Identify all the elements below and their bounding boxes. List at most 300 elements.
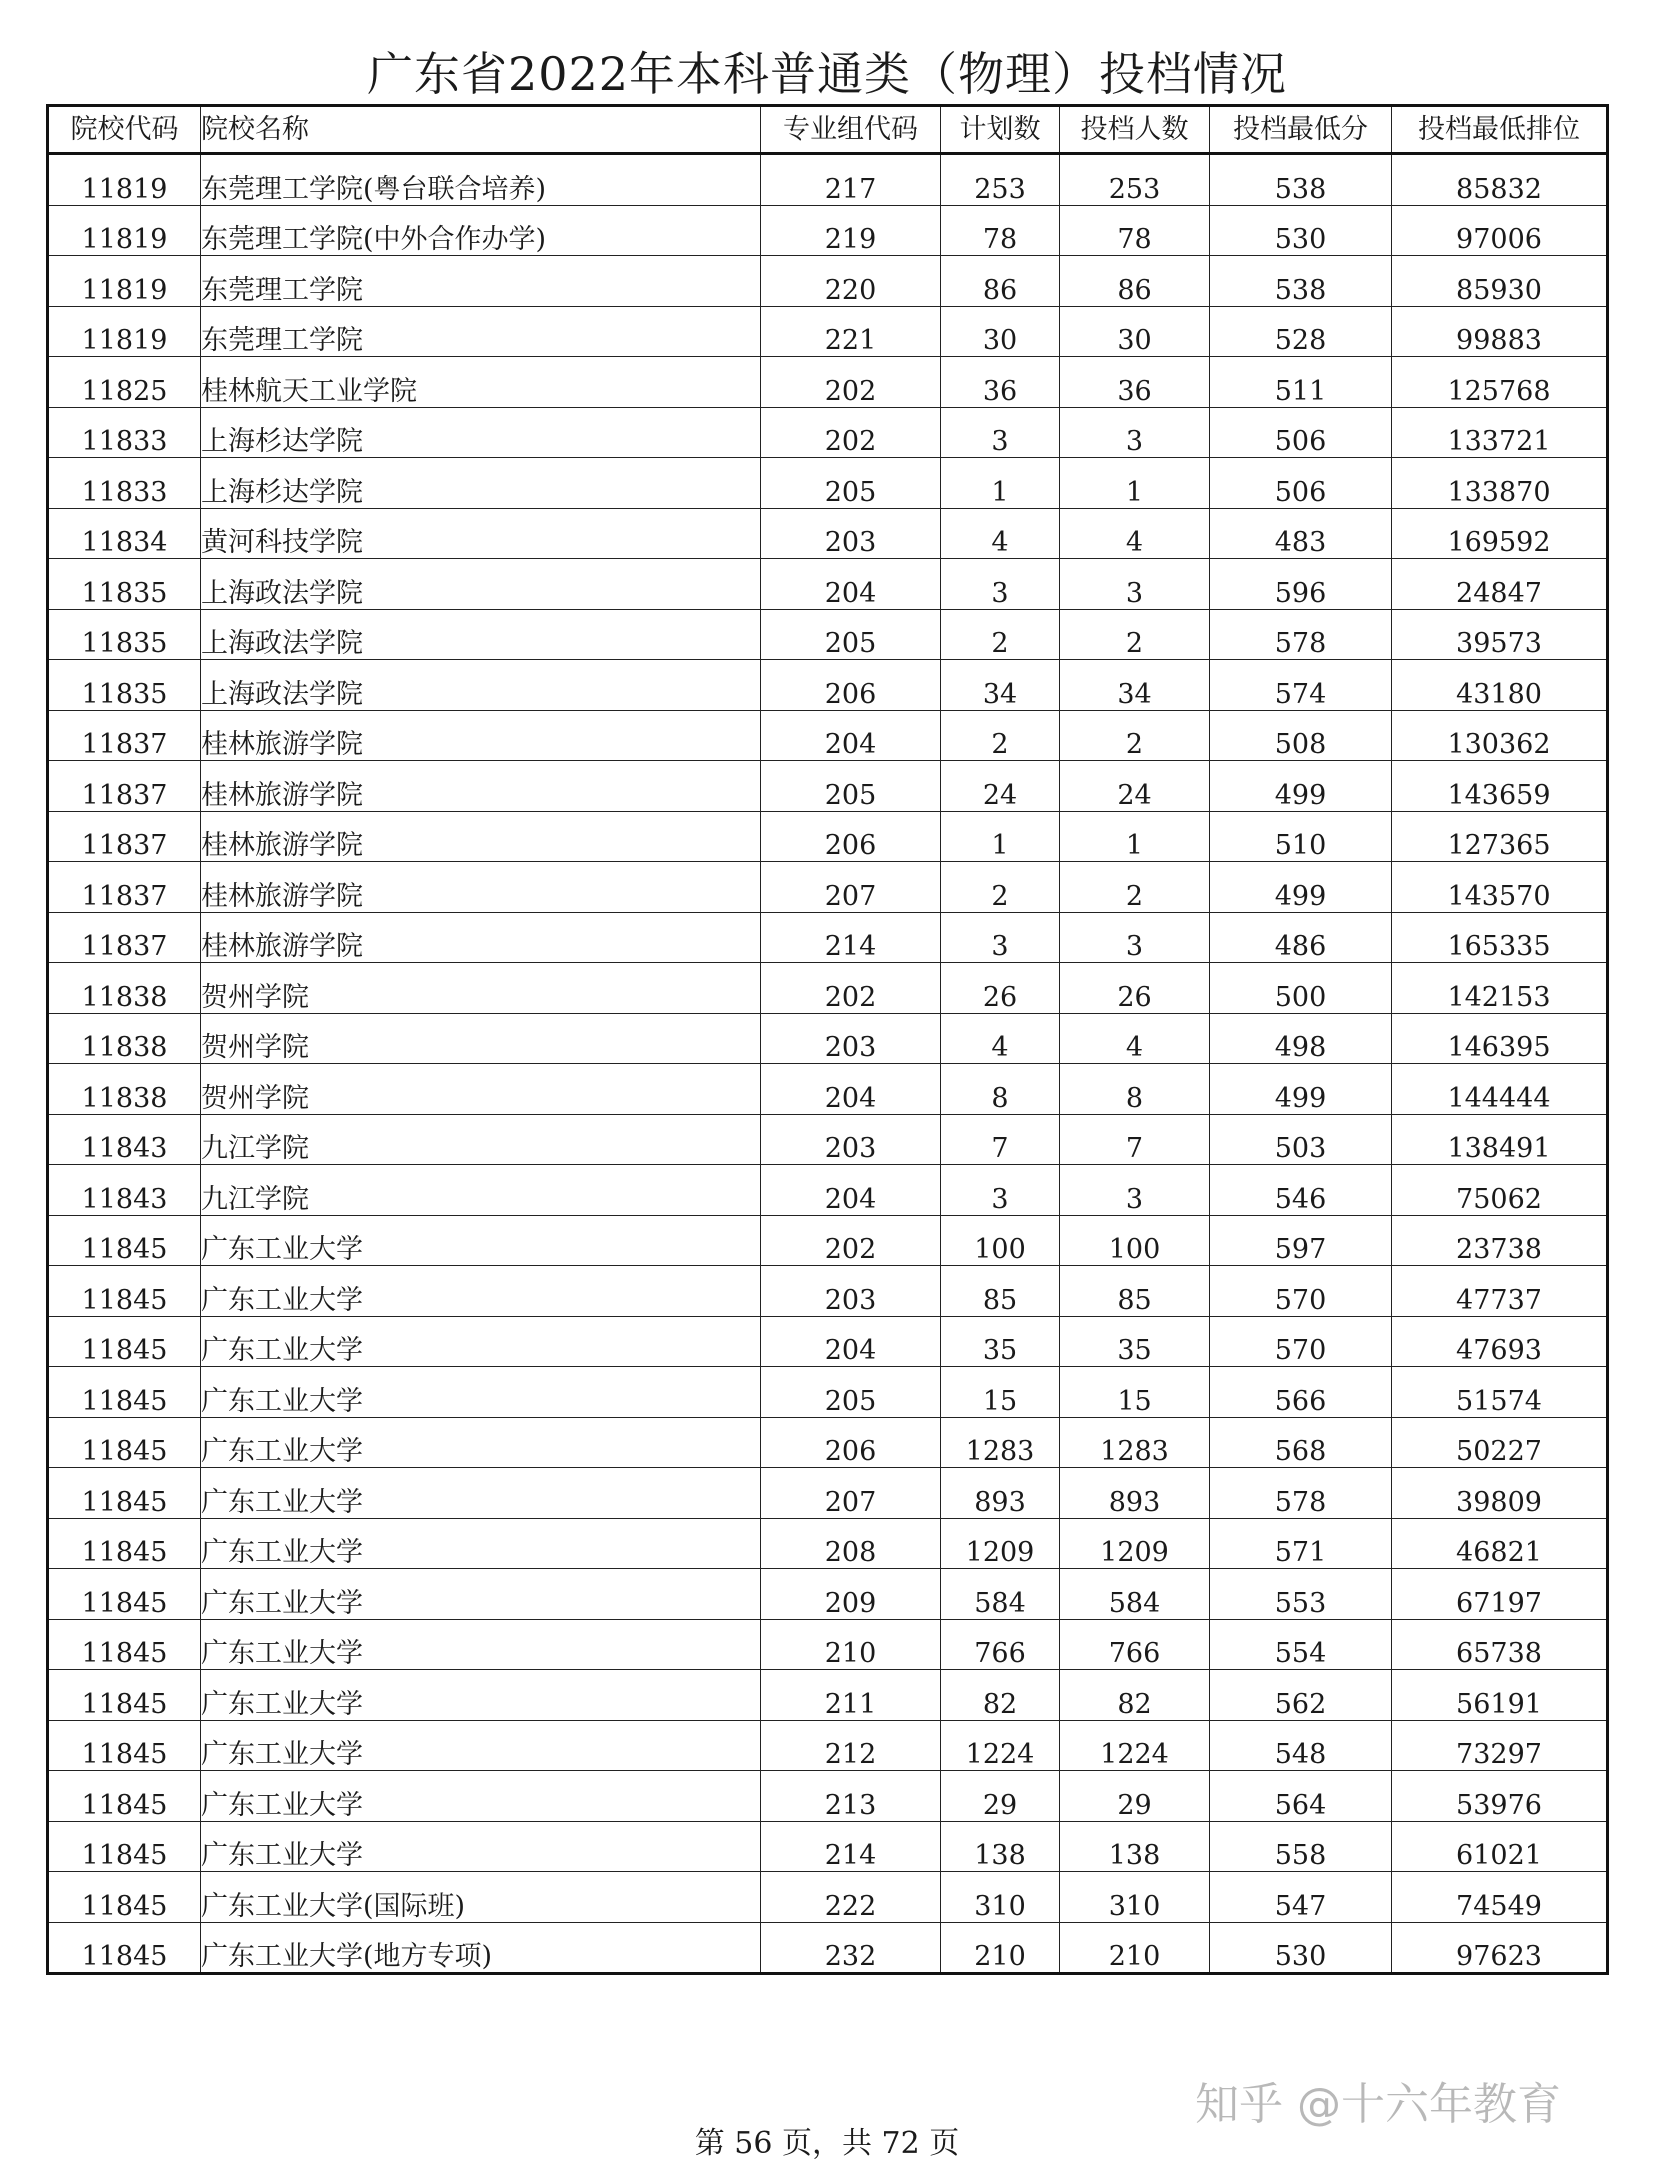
cell-min-score: 578 <box>1210 1468 1392 1519</box>
cell-school-code: 11825 <box>48 357 201 408</box>
cell-admitted-count: 29 <box>1060 1771 1210 1822</box>
cell-group-code: 232 <box>761 1922 941 1974</box>
cell-min-score: 506 <box>1210 407 1392 458</box>
cell-plan-count: 82 <box>941 1670 1060 1721</box>
cell-min-score: 596 <box>1210 559 1392 610</box>
cell-school-code: 11845 <box>48 1266 201 1317</box>
cell-min-score: 574 <box>1210 660 1392 711</box>
cell-group-code: 213 <box>761 1771 941 1822</box>
cell-min-score: 528 <box>1210 306 1392 357</box>
cell-plan-count: 35 <box>941 1316 1060 1367</box>
table-row <box>48 1013 1608 1064</box>
cell-admitted-count: 26 <box>1060 963 1210 1014</box>
watermark: 知乎 @十六年教育 <box>1195 2079 1561 2130</box>
cell-min-rank: 138491 <box>1392 1114 1608 1165</box>
cell-min-rank: 142153 <box>1392 963 1608 1014</box>
cell-min-rank: 85930 <box>1392 256 1608 307</box>
cell-plan-count: 3 <box>941 1165 1060 1216</box>
column-header-school-name: 院校名称 <box>201 106 761 154</box>
cell-school-name: 上海政法学院 <box>201 559 761 610</box>
table-row <box>48 1417 1608 1468</box>
cell-plan-count: 2 <box>941 609 1060 660</box>
cell-school-code: 11845 <box>48 1569 201 1620</box>
table-row <box>48 1720 1608 1771</box>
cell-school-code: 11845 <box>48 1720 201 1771</box>
cell-school-code: 11819 <box>48 154 201 206</box>
cell-plan-count: 210 <box>941 1922 1060 1974</box>
cell-min-rank: 47737 <box>1392 1266 1608 1317</box>
cell-admitted-count: 584 <box>1060 1569 1210 1620</box>
cell-school-code: 11845 <box>48 1367 201 1418</box>
cell-group-code: 203 <box>761 508 941 559</box>
table-row <box>48 306 1608 357</box>
cell-min-rank: 133721 <box>1392 407 1608 458</box>
cell-group-code: 209 <box>761 1569 941 1620</box>
cell-min-rank: 74549 <box>1392 1872 1608 1923</box>
column-header-min-rank: 投档最低排位 <box>1392 106 1608 154</box>
cell-school-code: 11833 <box>48 407 201 458</box>
cell-admitted-count: 1209 <box>1060 1518 1210 1569</box>
cell-school-name: 九江学院 <box>201 1165 761 1216</box>
cell-school-name: 广东工业大学 <box>201 1417 761 1468</box>
cell-min-score: 538 <box>1210 256 1392 307</box>
cell-min-score: 564 <box>1210 1771 1392 1822</box>
cell-admitted-count: 7 <box>1060 1114 1210 1165</box>
cell-plan-count: 766 <box>941 1619 1060 1670</box>
cell-admitted-count: 1224 <box>1060 1720 1210 1771</box>
cell-school-code: 11833 <box>48 458 201 509</box>
cell-school-name: 上海政法学院 <box>201 609 761 660</box>
cell-school-name: 桂林旅游学院 <box>201 811 761 862</box>
cell-admitted-count: 138 <box>1060 1821 1210 1872</box>
cell-group-code: 205 <box>761 1367 941 1418</box>
table-row <box>48 154 1608 206</box>
cell-min-rank: 97006 <box>1392 205 1608 256</box>
cell-group-code: 203 <box>761 1114 941 1165</box>
cell-min-rank: 39573 <box>1392 609 1608 660</box>
cell-min-rank: 73297 <box>1392 1720 1608 1771</box>
cell-group-code: 203 <box>761 1266 941 1317</box>
cell-min-score: 570 <box>1210 1266 1392 1317</box>
cell-group-code: 203 <box>761 1013 941 1064</box>
cell-school-code: 11845 <box>48 1215 201 1266</box>
cell-min-rank: 65738 <box>1392 1619 1608 1670</box>
cell-school-code: 11845 <box>48 1872 201 1923</box>
cell-plan-count: 85 <box>941 1266 1060 1317</box>
table-row <box>48 609 1608 660</box>
cell-school-code: 11835 <box>48 559 201 610</box>
cell-plan-count: 1 <box>941 811 1060 862</box>
cell-school-name: 广东工业大学 <box>201 1619 761 1670</box>
cell-plan-count: 310 <box>941 1872 1060 1923</box>
cell-group-code: 221 <box>761 306 941 357</box>
cell-min-score: 486 <box>1210 912 1392 963</box>
cell-plan-count: 100 <box>941 1215 1060 1266</box>
cell-min-rank: 133870 <box>1392 458 1608 509</box>
cell-plan-count: 138 <box>941 1821 1060 1872</box>
cell-school-name: 桂林航天工业学院 <box>201 357 761 408</box>
cell-min-score: 499 <box>1210 862 1392 913</box>
table-row <box>48 205 1608 256</box>
cell-school-name: 广东工业大学 <box>201 1518 761 1569</box>
cell-school-code: 11845 <box>48 1821 201 1872</box>
cell-school-name: 广东工业大学 <box>201 1468 761 1519</box>
cell-plan-count: 15 <box>941 1367 1060 1418</box>
cell-min-score: 547 <box>1210 1872 1392 1923</box>
cell-admitted-count: 2 <box>1060 609 1210 660</box>
cell-school-code: 11837 <box>48 912 201 963</box>
cell-admitted-count: 100 <box>1060 1215 1210 1266</box>
table-body <box>48 154 1608 1974</box>
cell-min-rank: 143659 <box>1392 761 1608 812</box>
table-row <box>48 508 1608 559</box>
admission-table <box>46 104 1609 1975</box>
cell-school-code: 11838 <box>48 963 201 1014</box>
cell-school-code: 11837 <box>48 811 201 862</box>
cell-school-code: 11845 <box>48 1316 201 1367</box>
cell-min-rank: 56191 <box>1392 1670 1608 1721</box>
cell-plan-count: 3 <box>941 407 1060 458</box>
cell-school-name: 上海杉达学院 <box>201 458 761 509</box>
cell-plan-count: 29 <box>941 1771 1060 1822</box>
cell-min-score: 510 <box>1210 811 1392 862</box>
cell-school-code: 11837 <box>48 710 201 761</box>
cell-group-code: 214 <box>761 912 941 963</box>
cell-plan-count: 4 <box>941 1013 1060 1064</box>
cell-admitted-count: 2 <box>1060 710 1210 761</box>
cell-min-score: 498 <box>1210 1013 1392 1064</box>
cell-min-rank: 146395 <box>1392 1013 1608 1064</box>
table-row <box>48 811 1608 862</box>
cell-min-rank: 130362 <box>1392 710 1608 761</box>
cell-admitted-count: 3 <box>1060 559 1210 610</box>
cell-admitted-count: 4 <box>1060 1013 1210 1064</box>
cell-admitted-count: 24 <box>1060 761 1210 812</box>
cell-plan-count: 36 <box>941 357 1060 408</box>
cell-admitted-count: 8 <box>1060 1064 1210 1115</box>
cell-school-code: 11819 <box>48 205 201 256</box>
table-row <box>48 660 1608 711</box>
cell-group-code: 211 <box>761 1670 941 1721</box>
cell-plan-count: 78 <box>941 205 1060 256</box>
cell-plan-count: 893 <box>941 1468 1060 1519</box>
cell-min-score: 554 <box>1210 1619 1392 1670</box>
cell-min-score: 597 <box>1210 1215 1392 1266</box>
cell-group-code: 207 <box>761 862 941 913</box>
table-row <box>48 1518 1608 1569</box>
table-row <box>48 1215 1608 1266</box>
cell-group-code: 217 <box>761 154 941 206</box>
cell-plan-count: 1224 <box>941 1720 1060 1771</box>
cell-min-rank: 24847 <box>1392 559 1608 610</box>
cell-school-name: 上海政法学院 <box>201 660 761 711</box>
cell-school-name: 广东工业大学 <box>201 1367 761 1418</box>
cell-plan-count: 1 <box>941 458 1060 509</box>
cell-min-score: 538 <box>1210 154 1392 206</box>
cell-admitted-count: 893 <box>1060 1468 1210 1519</box>
cell-admitted-count: 4 <box>1060 508 1210 559</box>
cell-min-rank: 61021 <box>1392 1821 1608 1872</box>
cell-min-rank: 143570 <box>1392 862 1608 913</box>
table-row <box>48 1165 1608 1216</box>
cell-group-code: 204 <box>761 710 941 761</box>
cell-admitted-count: 15 <box>1060 1367 1210 1418</box>
cell-min-score: 499 <box>1210 761 1392 812</box>
page-title: 广东省2022年本科普通类（物理）投档情况 <box>366 47 1288 101</box>
cell-school-name: 东莞理工学院(中外合作办学) <box>201 205 761 256</box>
cell-school-code: 11837 <box>48 862 201 913</box>
cell-school-name: 广东工业大学 <box>201 1215 761 1266</box>
table-row <box>48 1670 1608 1721</box>
cell-plan-count: 26 <box>941 963 1060 1014</box>
cell-admitted-count: 3 <box>1060 1165 1210 1216</box>
cell-school-code: 11838 <box>48 1064 201 1115</box>
cell-school-code: 11845 <box>48 1417 201 1468</box>
cell-school-code: 11843 <box>48 1114 201 1165</box>
cell-admitted-count: 34 <box>1060 660 1210 711</box>
cell-school-code: 11837 <box>48 761 201 812</box>
cell-admitted-count: 82 <box>1060 1670 1210 1721</box>
column-header-school-code: 院校代码 <box>48 106 201 154</box>
cell-min-score: 503 <box>1210 1114 1392 1165</box>
cell-plan-count: 2 <box>941 710 1060 761</box>
cell-plan-count: 1283 <box>941 1417 1060 1468</box>
cell-admitted-count: 1283 <box>1060 1417 1210 1468</box>
cell-school-name: 黄河科技学院 <box>201 508 761 559</box>
cell-admitted-count: 85 <box>1060 1266 1210 1317</box>
cell-school-code: 11845 <box>48 1922 201 1974</box>
cell-min-rank: 169592 <box>1392 508 1608 559</box>
cell-school-name: 桂林旅游学院 <box>201 761 761 812</box>
cell-admitted-count: 3 <box>1060 912 1210 963</box>
cell-plan-count: 253 <box>941 154 1060 206</box>
cell-min-score: 483 <box>1210 508 1392 559</box>
cell-school-code: 11845 <box>48 1468 201 1519</box>
table-row <box>48 1569 1608 1620</box>
cell-school-code: 11838 <box>48 1013 201 1064</box>
table-header-row <box>48 106 1608 154</box>
cell-school-code: 11835 <box>48 660 201 711</box>
cell-school-name: 贺州学院 <box>201 1064 761 1115</box>
cell-min-rank: 53976 <box>1392 1771 1608 1822</box>
cell-min-score: 566 <box>1210 1367 1392 1418</box>
table-row <box>48 1316 1608 1367</box>
cell-min-score: 568 <box>1210 1417 1392 1468</box>
cell-school-name: 广东工业大学 <box>201 1569 761 1620</box>
table-row <box>48 1064 1608 1115</box>
table-row <box>48 1266 1608 1317</box>
cell-min-rank: 127365 <box>1392 811 1608 862</box>
cell-group-code: 202 <box>761 357 941 408</box>
cell-group-code: 204 <box>761 1165 941 1216</box>
cell-school-name: 东莞理工学院 <box>201 256 761 307</box>
table-row <box>48 912 1608 963</box>
cell-admitted-count: 30 <box>1060 306 1210 357</box>
cell-plan-count: 7 <box>941 1114 1060 1165</box>
table-row <box>48 963 1608 1014</box>
cell-school-code: 11845 <box>48 1771 201 1822</box>
cell-school-name: 广东工业大学 <box>201 1670 761 1721</box>
table-row <box>48 458 1608 509</box>
cell-admitted-count: 2 <box>1060 862 1210 913</box>
cell-min-rank: 39809 <box>1392 1468 1608 1519</box>
cell-plan-count: 8 <box>941 1064 1060 1115</box>
table-row <box>48 1619 1608 1670</box>
cell-min-score: 508 <box>1210 710 1392 761</box>
cell-min-score: 530 <box>1210 205 1392 256</box>
cell-plan-count: 30 <box>941 306 1060 357</box>
cell-group-code: 206 <box>761 660 941 711</box>
table-row <box>48 1771 1608 1822</box>
cell-min-score: 578 <box>1210 609 1392 660</box>
cell-admitted-count: 766 <box>1060 1619 1210 1670</box>
cell-group-code: 219 <box>761 205 941 256</box>
cell-school-name: 广东工业大学 <box>201 1316 761 1367</box>
cell-min-rank: 165335 <box>1392 912 1608 963</box>
table-row <box>48 559 1608 610</box>
cell-min-score: 506 <box>1210 458 1392 509</box>
cell-min-score: 499 <box>1210 1064 1392 1115</box>
table-row <box>48 761 1608 812</box>
cell-school-name: 广东工业大学 <box>201 1720 761 1771</box>
cell-min-rank: 51574 <box>1392 1367 1608 1418</box>
cell-min-score: 530 <box>1210 1922 1392 1974</box>
cell-min-score: 558 <box>1210 1821 1392 1872</box>
cell-school-name: 广东工业大学(国际班) <box>201 1872 761 1923</box>
cell-school-code: 11835 <box>48 609 201 660</box>
table-row <box>48 1821 1608 1872</box>
cell-min-rank: 75062 <box>1392 1165 1608 1216</box>
cell-min-rank: 99883 <box>1392 306 1608 357</box>
cell-min-rank: 67197 <box>1392 1569 1608 1620</box>
cell-group-code: 222 <box>761 1872 941 1923</box>
cell-min-rank: 85832 <box>1392 154 1608 206</box>
cell-admitted-count: 3 <box>1060 407 1210 458</box>
cell-group-code: 205 <box>761 609 941 660</box>
cell-min-rank: 23738 <box>1392 1215 1608 1266</box>
cell-school-name: 贺州学院 <box>201 1013 761 1064</box>
cell-school-name: 上海杉达学院 <box>201 407 761 458</box>
table-row <box>48 1872 1608 1923</box>
cell-min-rank: 97623 <box>1392 1922 1608 1974</box>
cell-group-code: 202 <box>761 407 941 458</box>
cell-school-name: 广东工业大学 <box>201 1266 761 1317</box>
table-row <box>48 1922 1608 1974</box>
cell-admitted-count: 86 <box>1060 256 1210 307</box>
column-header-plan-count: 计划数 <box>941 106 1060 154</box>
cell-admitted-count: 210 <box>1060 1922 1210 1974</box>
cell-plan-count: 2 <box>941 862 1060 913</box>
cell-group-code: 204 <box>761 1316 941 1367</box>
cell-school-code: 11834 <box>48 508 201 559</box>
cell-school-name: 广东工业大学(地方专项) <box>201 1922 761 1974</box>
cell-school-name: 贺州学院 <box>201 963 761 1014</box>
table-row <box>48 407 1608 458</box>
table-row <box>48 710 1608 761</box>
cell-group-code: 206 <box>761 1417 941 1468</box>
page-footer: 第 56 页，共 72 页 <box>694 2126 960 2161</box>
cell-plan-count: 34 <box>941 660 1060 711</box>
cell-admitted-count: 78 <box>1060 205 1210 256</box>
cell-plan-count: 24 <box>941 761 1060 812</box>
cell-school-code: 11845 <box>48 1670 201 1721</box>
cell-group-code: 214 <box>761 1821 941 1872</box>
cell-admitted-count: 1 <box>1060 811 1210 862</box>
table-row <box>48 1114 1608 1165</box>
cell-group-code: 212 <box>761 1720 941 1771</box>
cell-school-name: 东莞理工学院(粤台联合培养) <box>201 154 761 206</box>
cell-plan-count: 3 <box>941 559 1060 610</box>
cell-group-code: 205 <box>761 458 941 509</box>
cell-min-rank: 144444 <box>1392 1064 1608 1115</box>
cell-group-code: 206 <box>761 811 941 862</box>
cell-admitted-count: 1 <box>1060 458 1210 509</box>
cell-min-score: 553 <box>1210 1569 1392 1620</box>
cell-admitted-count: 310 <box>1060 1872 1210 1923</box>
cell-school-name: 广东工业大学 <box>201 1771 761 1822</box>
table-row <box>48 357 1608 408</box>
cell-group-code: 204 <box>761 559 941 610</box>
cell-min-score: 571 <box>1210 1518 1392 1569</box>
cell-school-code: 11843 <box>48 1165 201 1216</box>
cell-min-score: 570 <box>1210 1316 1392 1367</box>
cell-school-code: 11819 <box>48 256 201 307</box>
table-row <box>48 1367 1608 1418</box>
cell-group-code: 202 <box>761 1215 941 1266</box>
cell-min-rank: 125768 <box>1392 357 1608 408</box>
cell-school-name: 九江学院 <box>201 1114 761 1165</box>
cell-plan-count: 3 <box>941 912 1060 963</box>
cell-school-name: 桂林旅游学院 <box>201 912 761 963</box>
cell-group-code: 205 <box>761 761 941 812</box>
column-header-group-code: 专业组代码 <box>761 106 941 154</box>
cell-min-score: 548 <box>1210 1720 1392 1771</box>
cell-school-name: 东莞理工学院 <box>201 306 761 357</box>
cell-admitted-count: 253 <box>1060 154 1210 206</box>
cell-min-score: 500 <box>1210 963 1392 1014</box>
cell-min-rank: 47693 <box>1392 1316 1608 1367</box>
cell-min-rank: 46821 <box>1392 1518 1608 1569</box>
table-row <box>48 862 1608 913</box>
cell-plan-count: 1209 <box>941 1518 1060 1569</box>
table-row <box>48 1468 1608 1519</box>
cell-group-code: 220 <box>761 256 941 307</box>
cell-min-score: 511 <box>1210 357 1392 408</box>
cell-school-name: 桂林旅游学院 <box>201 710 761 761</box>
cell-plan-count: 584 <box>941 1569 1060 1620</box>
cell-group-code: 210 <box>761 1619 941 1670</box>
cell-school-code: 11819 <box>48 306 201 357</box>
cell-min-rank: 43180 <box>1392 660 1608 711</box>
cell-school-name: 桂林旅游学院 <box>201 862 761 913</box>
cell-plan-count: 4 <box>941 508 1060 559</box>
column-header-min-score: 投档最低分 <box>1210 106 1392 154</box>
cell-min-rank: 50227 <box>1392 1417 1608 1468</box>
cell-group-code: 208 <box>761 1518 941 1569</box>
cell-group-code: 202 <box>761 963 941 1014</box>
cell-min-score: 562 <box>1210 1670 1392 1721</box>
cell-school-code: 11845 <box>48 1619 201 1670</box>
cell-plan-count: 86 <box>941 256 1060 307</box>
cell-school-code: 11845 <box>48 1518 201 1569</box>
column-header-admitted-count: 投档人数 <box>1060 106 1210 154</box>
cell-admitted-count: 35 <box>1060 1316 1210 1367</box>
table-row <box>48 256 1608 307</box>
cell-group-code: 204 <box>761 1064 941 1115</box>
cell-school-name: 广东工业大学 <box>201 1821 761 1872</box>
cell-min-score: 546 <box>1210 1165 1392 1216</box>
cell-admitted-count: 36 <box>1060 357 1210 408</box>
